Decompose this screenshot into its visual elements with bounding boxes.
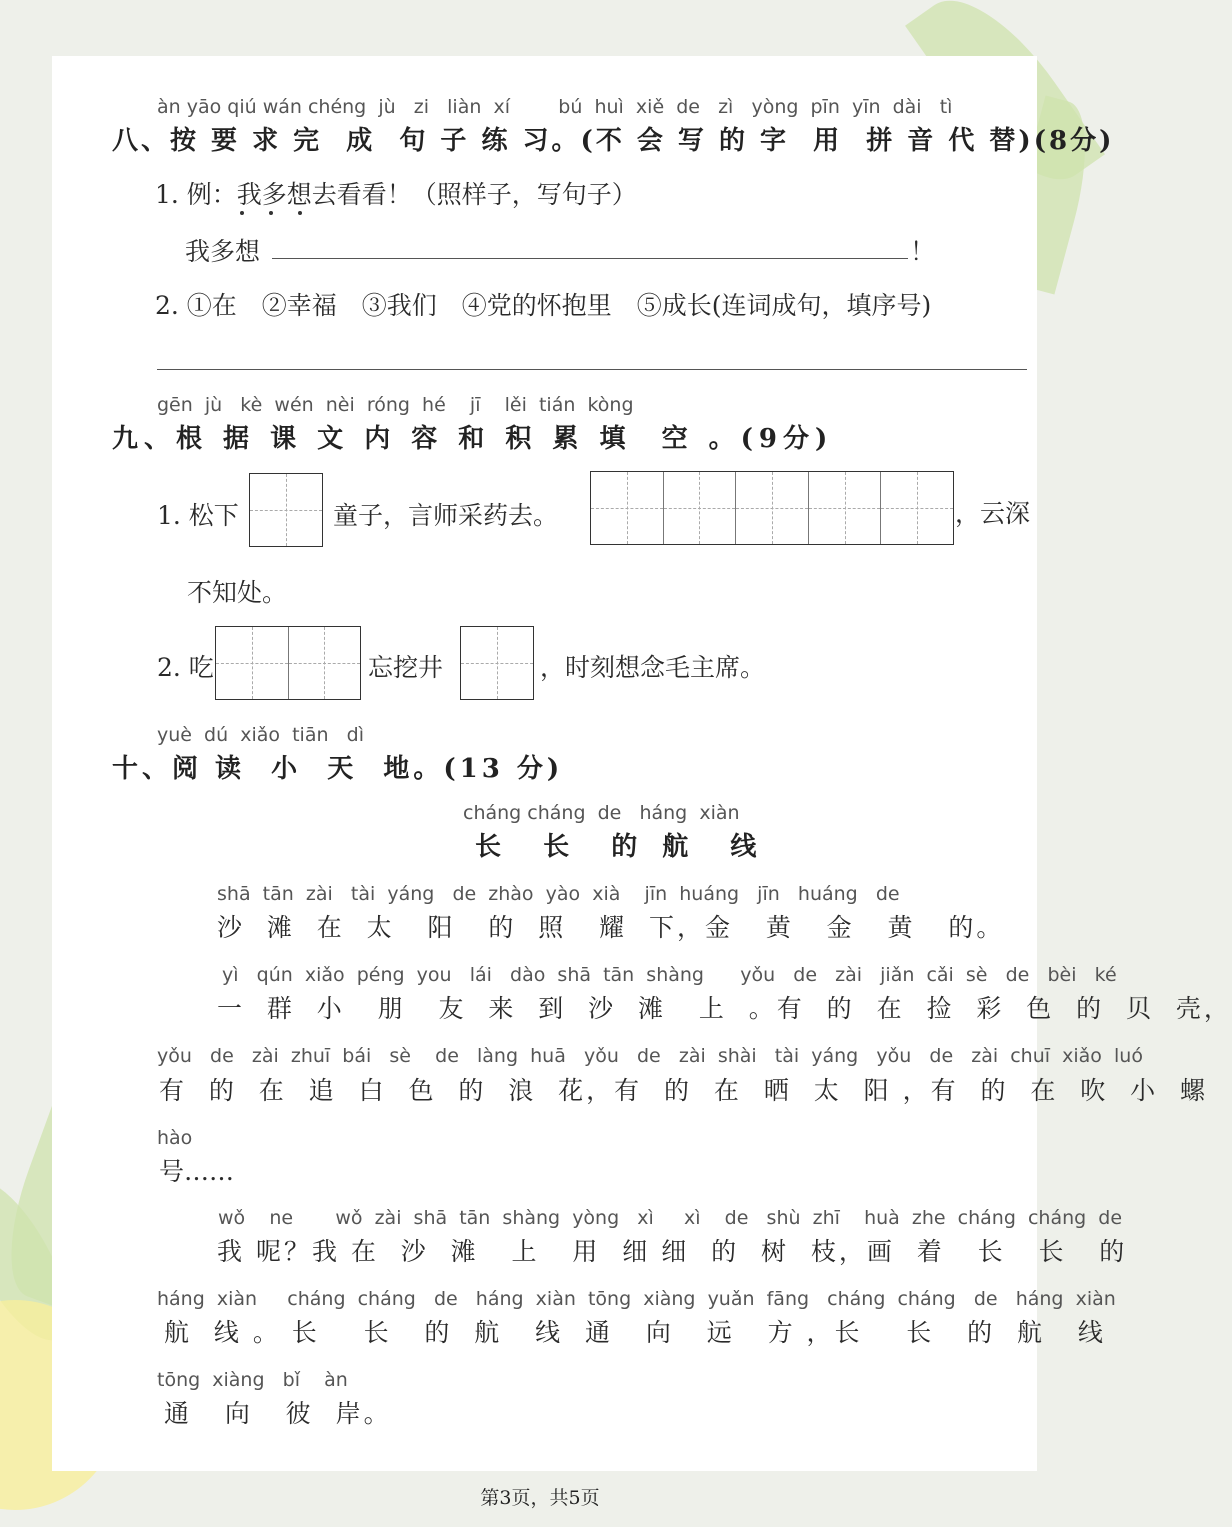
passage-text: 航 线 。 长 长 的 航 线 通 向 远 方 ，长 长 的 航 线 [164,1318,1106,1347]
emphasis-dot [240,211,244,215]
emphasis-dot [269,211,273,215]
q9-1-cont: 不知处。 [187,578,288,607]
section8-heading: 八、按 要 求 完 成 句 子 练 习。(不 会 写 的 字 用 拼 音 代 替)(8分) [112,126,1115,156]
q8-1-suffix: ！ [910,237,936,266]
writing-grid[interactable] [460,626,534,700]
passage-pinyin: yǒu de zài zhuī bái sè de làng huā yǒu de zài shài tài yáng yǒu de zài chuī xiǎo luó [157,1045,1143,1067]
passage-pinyin: shā tān zài tài yáng de zhào yào xià jīn huáng jīn huáng de [217,883,900,905]
answer-line-q8-2[interactable] [157,369,1027,370]
passage-text: 号…… [159,1157,235,1186]
section9-pinyin: gēn jù kè wén nèi róng hé jī lěi tián kòng [157,394,634,416]
passage-title-pinyin: cháng cháng de háng xiàn [463,802,740,824]
passage-title: 长 长 的 航 线 [475,832,765,862]
emphasis-dot [298,211,302,215]
answer-line-q8-1[interactable] [272,258,908,259]
passage-pinyin: yì qún xiǎo péng you lái dào shā tān shàng yǒu de zài jiǎn cǎi sè de bèi ké [222,964,1117,986]
q8-1-example: 1. 例：我多想去看看！（照样子，写句子） [155,180,637,209]
q9-2-mid: 忘挖井 [368,653,444,682]
writing-grid[interactable] [249,473,323,547]
page-number: 第3页，共5页 [480,1487,600,1509]
q9-1-start: 1. 松下 [157,501,239,530]
passage-text: 我 呢？我 在 沙 滩 上 用 细 细 的 树 枝，画 着 长 长 的 [217,1237,1128,1266]
passage-text: 沙 滩 在 太 阳 的 照 耀 下，金 黄 金 黄 的。 [217,913,1005,942]
writing-grid[interactable] [590,471,954,545]
writing-grid[interactable] [215,626,361,700]
section10-pinyin: yuè dú xiǎo tiān dì [157,724,364,746]
q8-2: 2. ①在 ②幸福 ③我们 ④党的怀抱里 ⑤成长(连词成句，填序号) [155,291,932,320]
section8-pinyin: àn yāo qiú wán chéng jù zi liàn xí bú huì xiě de zì yòng pīn yīn dài tì [157,96,953,118]
passage-pinyin: tōng xiàng bǐ àn [157,1369,348,1391]
passage-text: 一 群 小 朋 友 来 到 沙 滩 上 。有 的 在 捡 彩 色 的 贝 壳， [217,994,1232,1023]
passage-pinyin: háng xiàn cháng cháng de háng xiàn tōng xiàng yuǎn fāng cháng cháng de háng xiàn [157,1288,1116,1310]
section9-heading: 九、根 据 课 文 内 容 和 积 累 填 空 。(9分) [112,424,834,454]
q9-2-start: 2. 吃 [157,653,214,682]
passage-text: 通 向 彼 岸。 [164,1399,392,1428]
section10-heading: 十、阅 读 小 天 地。(13 分) [112,754,564,784]
passage-text: 有 的 在 追 白 色 的 浪 花，有 的 在 晒 太 阳 ，有 的 在 吹 小 螺 [159,1076,1209,1105]
q9-1-end: ，云深 [955,499,1031,528]
q9-1-mid: 童子，言师采药去。 [333,501,559,530]
passage-pinyin: wǒ ne wǒ zài shā tān shàng yòng xì xì de shù zhī huà zhe cháng cháng de [218,1207,1123,1229]
q9-2-end: ，时刻想念毛主席。 [540,653,766,682]
passage-pinyin: hào [157,1127,193,1149]
q8-1-prefix: 我多想 [185,237,261,266]
